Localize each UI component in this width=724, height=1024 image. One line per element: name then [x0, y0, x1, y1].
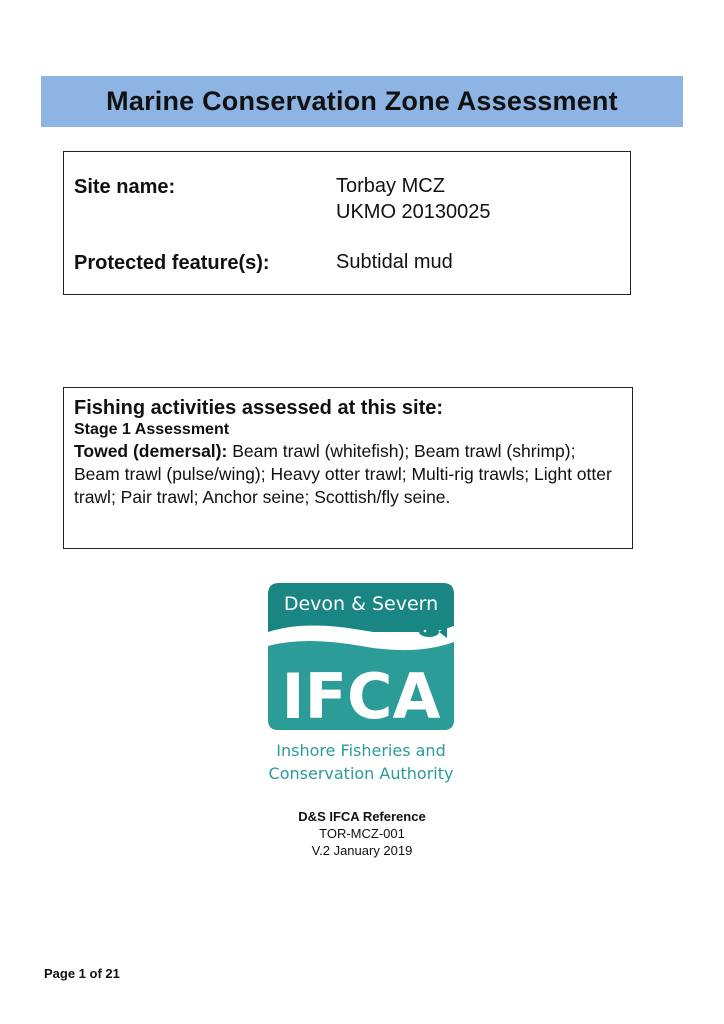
reference-version: V.2 January 2019: [311, 843, 413, 858]
logo-subtitle-line2: Conservation Authority: [268, 764, 454, 783]
logo-main-text: IFCA: [281, 660, 441, 733]
activities-heading: Fishing activities assessed at this site:: [74, 397, 444, 419]
site-name-value: Torbay MCZ: [336, 175, 445, 197]
fishing-activities-box: [63, 387, 633, 549]
protected-features-label: Protected feature(s):: [74, 252, 270, 274]
reference-block: [212, 808, 512, 859]
protected-features-value: Subtidal mud: [336, 251, 453, 273]
reference-title: D&S IFCA Reference: [298, 809, 426, 824]
title-banner: [41, 76, 683, 127]
ifca-logo: [265, 580, 457, 786]
stage-heading: Stage 1 Assessment: [74, 421, 230, 438]
towed-activities: [74, 440, 622, 509]
page-number: Page 1 of 21: [44, 966, 120, 981]
site-name-label: Site name:: [74, 176, 176, 198]
logo-top-text: Devon & Severn: [283, 593, 439, 615]
towed-label: Towed (demersal):: [74, 441, 228, 461]
document-title: Marine Conservation Zone Assessment: [106, 86, 618, 116]
logo-subtitle-line1: Inshore Fisheries and: [276, 741, 446, 760]
towed-list: Beam trawl (whitefish); Beam trawl (shrimp); Beam trawl (pulse/wing); Heavy otter trawl; Multi-rig trawls; Light otter trawl; Pair trawl; Anchor seine; Scottish/fly seine.: [74, 441, 612, 507]
site-info-box: [63, 151, 631, 295]
site-code-value: UKMO 20130025: [336, 201, 491, 223]
reference-code: TOR-MCZ-001: [319, 826, 405, 841]
